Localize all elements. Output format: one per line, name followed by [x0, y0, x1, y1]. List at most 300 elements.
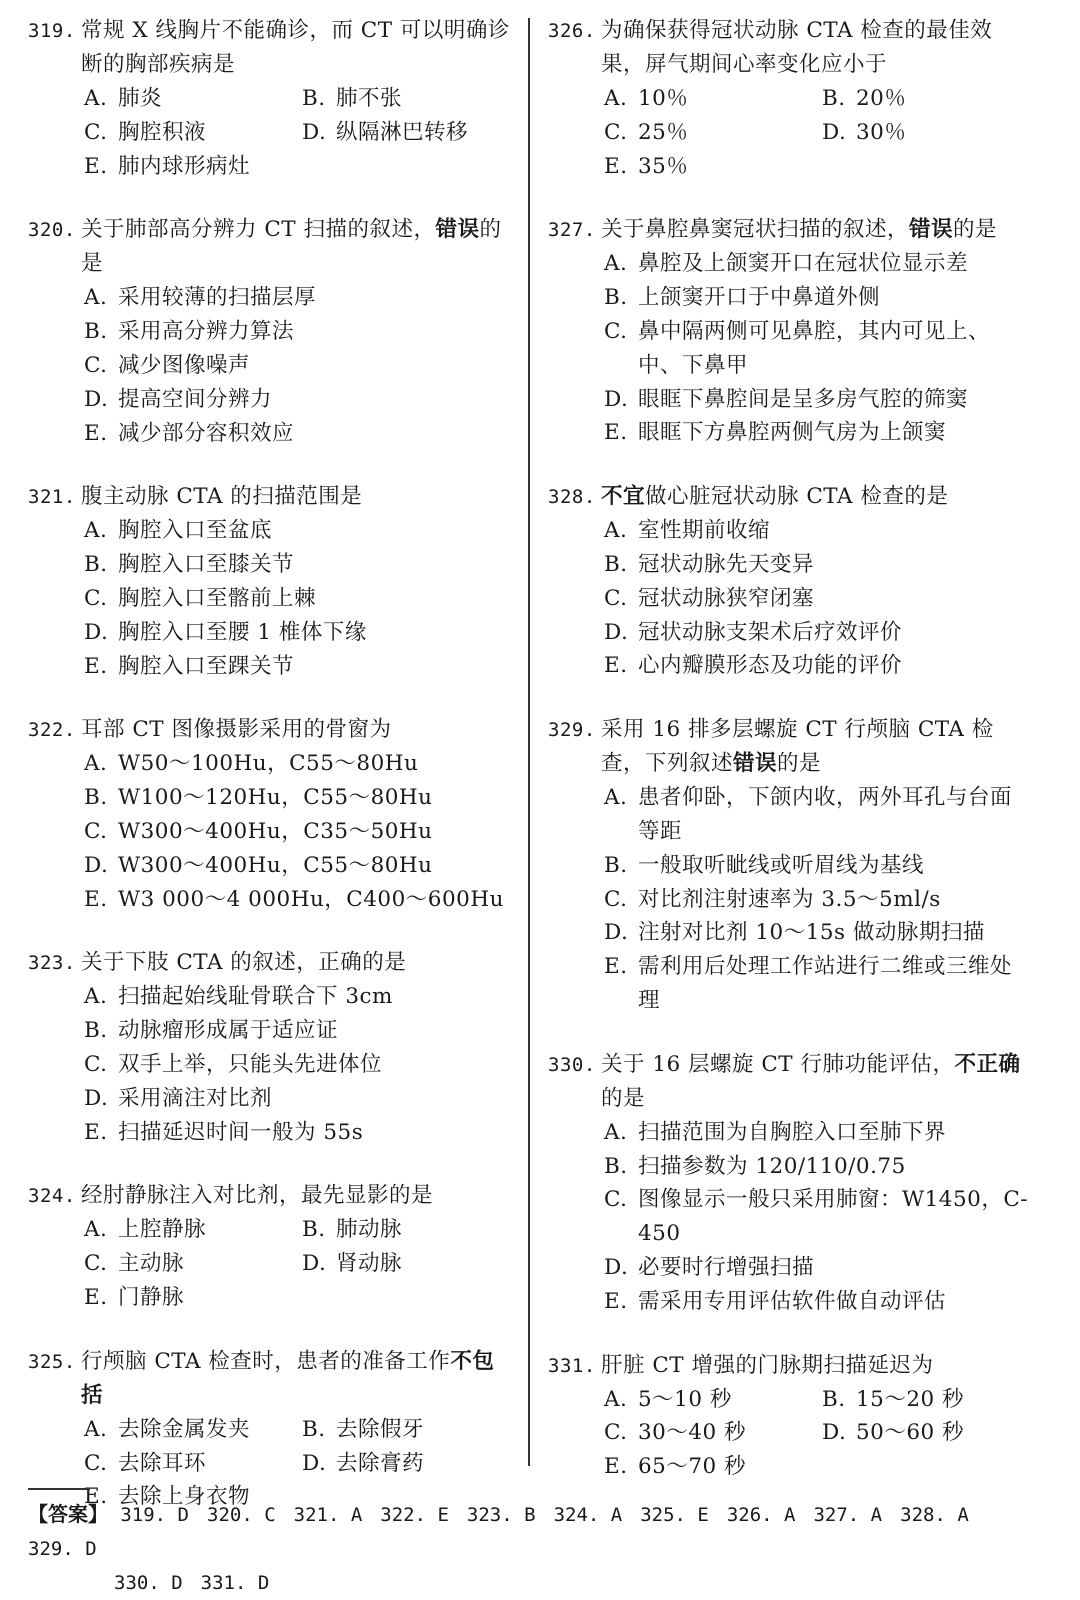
option-row: [28, 1048, 512, 1082]
option-letter: B.: [604, 285, 628, 311]
stem-emphasis: 错误: [909, 217, 954, 243]
option-row: [28, 1247, 512, 1281]
stem-text-end: 的是: [777, 751, 822, 777]
stem-text: 关于鼻腔鼻窦冠状扫描的叙述，: [601, 217, 910, 243]
question-block: [28, 713, 512, 916]
option-text: 肺内球形病灶: [118, 153, 251, 179]
option-letter: C.: [604, 585, 628, 611]
option-row: [28, 315, 512, 349]
option-letter: A.: [84, 1416, 108, 1442]
option-row: [548, 582, 1032, 616]
question-number: 328.: [548, 486, 596, 509]
option-text: 50～60 秒: [856, 1420, 965, 1446]
answer-rule: [28, 1488, 90, 1490]
answer-option: [604, 950, 1032, 1018]
answer-option: [604, 1150, 1032, 1184]
option-row: [28, 1447, 512, 1481]
answer-option: [604, 649, 1032, 683]
question-number: 322.: [28, 719, 76, 742]
question-block: [548, 1048, 1032, 1319]
option-text: W300～400Hu，C35～50Hu: [118, 818, 433, 844]
option-text: 采用滴注对比剂: [118, 1085, 273, 1111]
option-list: [28, 980, 512, 1149]
answer-option: [604, 1416, 822, 1450]
answer-label: 【答案】: [28, 1502, 108, 1526]
option-text: 胸腔入口至膝关节: [118, 552, 295, 578]
option-letter: D.: [84, 852, 109, 878]
option-letter: A.: [604, 785, 628, 811]
option-row: [28, 582, 512, 616]
option-text: 去除膏药: [336, 1450, 425, 1476]
option-letter: E.: [604, 420, 628, 446]
option-letter: D.: [84, 619, 109, 645]
option-text: 注射对比剂 10～15s 做动脉期扫描: [638, 920, 985, 946]
stem-text: 常规 X 线胸片不能确诊，而 CT 可以明确诊断的胸部疾病是: [81, 18, 510, 77]
option-list: [28, 1213, 512, 1314]
answer-option: [604, 383, 1032, 417]
option-letter: C.: [84, 352, 108, 378]
answer-option: [302, 1447, 424, 1481]
option-row: [548, 82, 1032, 116]
option-letter: D.: [302, 1450, 327, 1476]
option-row: [548, 416, 1032, 450]
answer-item: 331. D: [200, 1572, 270, 1594]
option-letter: B.: [302, 86, 326, 111]
answer-option: [604, 315, 1032, 383]
option-row: [28, 980, 512, 1014]
option-text: 必要时行增强扫描: [638, 1254, 815, 1280]
option-text: 肾动脉: [336, 1251, 403, 1277]
question-stem: [548, 480, 1032, 514]
option-text: 门静脉: [118, 1284, 185, 1310]
option-text: 上颌窦开口于中鼻道外侧: [638, 285, 881, 311]
option-list: [28, 514, 512, 683]
answer-option: [84, 548, 512, 582]
option-letter: E.: [604, 153, 628, 179]
option-text: W3 000～4 000Hu，C400～600Hu: [118, 886, 504, 912]
option-letter: A.: [604, 1119, 628, 1145]
option-row: [28, 349, 512, 383]
question-block: [28, 1179, 512, 1314]
question-number: 326.: [548, 20, 596, 42]
question-stem: [28, 480, 512, 514]
option-row: [548, 1383, 1032, 1417]
stem-text: 做心脏冠状动脉 CTA 检查的是: [645, 484, 949, 510]
option-text: 对比剂注射速率为 3.5～5ml/s: [638, 886, 941, 912]
question-block: [28, 213, 512, 450]
answer-option: [822, 1416, 964, 1450]
answer-line-1: [28, 1498, 1058, 1566]
stem-emphasis: 不宜: [601, 484, 646, 510]
answer-option: [302, 82, 402, 116]
question-stem: [548, 1048, 1032, 1116]
option-row: [28, 1082, 512, 1116]
option-letter: C.: [604, 1187, 628, 1213]
answer-key: [28, 1488, 1058, 1600]
option-letter: A.: [604, 1386, 628, 1412]
option-text: 减少部分容积效应: [118, 420, 295, 446]
answer-option: [604, 514, 1032, 548]
question-block: [28, 14, 512, 183]
option-letter: C.: [604, 318, 628, 344]
option-text: 扫描起始线耻骨联合下 3cm: [118, 984, 393, 1010]
question-block: [548, 713, 1032, 1018]
answer-option: [84, 650, 512, 684]
option-row: [28, 82, 512, 116]
option-text: 冠状动脉支架术后疗效评价: [638, 619, 903, 645]
option-letter: E.: [84, 153, 108, 179]
answer-item: 330. D: [114, 1572, 183, 1594]
question-number: 330.: [548, 1053, 596, 1076]
option-row: [548, 781, 1032, 849]
option-row: [548, 383, 1032, 417]
question-block: [548, 213, 1032, 450]
option-letter: C.: [84, 1450, 108, 1476]
stem-emphasis: 错误: [435, 217, 480, 243]
option-text: W50～100Hu，C55～80Hu: [118, 751, 419, 777]
answer-option: [84, 315, 512, 349]
option-row: [548, 1285, 1032, 1319]
answer-option: [302, 1213, 402, 1247]
option-text: 眼眶下鼻腔间是呈多房气腔的筛窦: [638, 386, 969, 412]
option-row: [548, 315, 1032, 383]
question-number: 323.: [28, 952, 76, 975]
question-block: [28, 480, 512, 683]
option-letter: B.: [604, 1153, 628, 1179]
answer-option: [604, 1251, 1032, 1285]
option-text: 上腔静脉: [118, 1217, 207, 1243]
answer-item: 322. E: [380, 1504, 449, 1526]
option-text: 提高空间分辨力: [118, 386, 273, 412]
option-letter: B.: [604, 551, 628, 577]
option-text: 鼻中隔两侧可见鼻腔，其内可见上、中、下鼻甲: [638, 318, 991, 378]
option-row: [548, 1150, 1032, 1184]
option-text: 图像显示一般只采用肺窗：W1450，C-450: [638, 1187, 1029, 1247]
stem-text-end: 的是: [953, 217, 998, 243]
option-letter: D.: [822, 119, 847, 145]
option-letter: C.: [84, 1251, 108, 1277]
question-number: 324.: [28, 1185, 76, 1208]
option-text: 扫描延迟时间一般为 55s: [118, 1119, 364, 1145]
answer-option: [604, 1383, 822, 1417]
answer-option: [84, 815, 512, 849]
answer-option: [604, 82, 822, 116]
answer-option: [84, 849, 512, 883]
option-text: 胸腔积液: [118, 119, 207, 145]
option-row: [548, 514, 1032, 548]
option-letter: B.: [84, 552, 108, 578]
option-row: [28, 1014, 512, 1048]
answer-option: [84, 1014, 512, 1048]
option-letter: B.: [84, 319, 108, 345]
answer-option: [84, 781, 512, 815]
option-row: [28, 116, 512, 150]
option-row: [548, 281, 1032, 315]
answer-option: [84, 1413, 302, 1447]
answer-item: 327. A: [813, 1504, 883, 1526]
option-letter: E.: [604, 954, 628, 980]
answer-option: [604, 281, 1032, 315]
question-stem: [548, 713, 1032, 781]
answer-option: [604, 781, 1032, 849]
stem-text: 肝脏 CT 增强的门脉期扫描延迟为: [601, 1352, 934, 1378]
option-letter: E.: [84, 420, 108, 446]
answer-option: [84, 383, 512, 417]
option-row: [28, 650, 512, 684]
stem-text: 腹主动脉 CTA 的扫描范围是: [81, 484, 363, 510]
option-row: [28, 383, 512, 417]
option-letter: D.: [302, 119, 327, 145]
answer-option: [84, 1213, 302, 1247]
option-letter: A.: [84, 751, 108, 777]
option-row: [28, 281, 512, 315]
option-row: [548, 1116, 1032, 1150]
option-row: [28, 548, 512, 582]
answer-option: [604, 1116, 1032, 1150]
answer-option: [604, 582, 1032, 616]
question-stem: [28, 946, 512, 980]
option-letter: D.: [84, 1085, 109, 1111]
option-text: 肺炎: [118, 86, 163, 111]
stem-text: 耳部 CT 图像摄影采用的骨窗为: [81, 717, 392, 743]
question-stem: [548, 1349, 1032, 1383]
option-text: 双手上举，只能头先进体位: [118, 1051, 383, 1077]
option-row: [548, 1183, 1032, 1251]
option-text: 采用高分辨力算法: [118, 319, 295, 345]
option-letter: A.: [84, 1217, 108, 1243]
answer-line-2: [28, 1566, 1058, 1600]
option-text: 冠状动脉狭窄闭塞: [638, 585, 815, 611]
option-text: 胸腔入口至盆底: [118, 518, 273, 544]
option-row: [28, 1213, 512, 1247]
option-text: 采用较薄的扫描层厚: [118, 285, 317, 311]
answer-option: [604, 849, 1032, 883]
option-letter: C.: [604, 119, 628, 145]
answer-item: 320. C: [207, 1504, 276, 1526]
stem-text: 采用 16 排多层螺旋 CT 行颅脑 CTA 检查，下列叙述: [601, 717, 994, 777]
option-letter: A.: [84, 984, 108, 1010]
option-text: 冠状动脉先天变异: [638, 551, 815, 577]
option-row: [548, 1416, 1032, 1450]
question-block: [548, 1349, 1032, 1484]
option-list: [548, 247, 1032, 450]
answer-option: [84, 82, 302, 116]
stem-text: 为确保获得冠状动脉 CTA 检查的最佳效果，屏气期间心率变化应小于: [601, 18, 993, 77]
option-letter: D.: [604, 386, 629, 412]
question-number: 320.: [28, 219, 76, 242]
option-row: [548, 1450, 1032, 1484]
stem-text: 行颅脑 CTA 检查时，患者的准备工作: [81, 1348, 451, 1374]
option-row: [28, 417, 512, 451]
question-stem: [548, 14, 1032, 82]
option-letter: E.: [604, 1288, 628, 1314]
answer-item: 321. A: [293, 1504, 363, 1526]
option-row: [28, 616, 512, 650]
option-letter: B.: [822, 1386, 846, 1412]
question-stem: [548, 213, 1032, 247]
option-letter: E.: [604, 653, 628, 679]
option-letter: E.: [84, 1284, 108, 1310]
option-list: [548, 514, 1032, 683]
option-letter: B.: [302, 1217, 326, 1243]
answer-option: [604, 247, 1032, 281]
answer-option: [84, 616, 512, 650]
question-number: 325.: [28, 1350, 76, 1373]
option-letter: B.: [84, 785, 108, 811]
question-stem: [28, 213, 512, 281]
stem-text: 经肘静脉注入对比剂，最先显影的是: [81, 1183, 434, 1209]
option-row: [28, 150, 512, 184]
option-letter: C.: [604, 886, 628, 912]
option-letter: C.: [604, 1420, 628, 1446]
answer-option: [604, 1450, 1032, 1484]
option-letter: D.: [84, 386, 109, 412]
answer-item: 326. A: [726, 1504, 796, 1526]
stem-emphasis: 不正确: [954, 1051, 1021, 1077]
question-number: 331.: [548, 1354, 596, 1377]
option-list: [548, 1383, 1032, 1484]
question-number: 319.: [28, 20, 76, 42]
answer-option: [84, 417, 512, 451]
option-text: 胸腔入口至腰 1 椎体下缘: [118, 619, 367, 645]
option-letter: E.: [604, 1454, 628, 1480]
option-letter: A.: [84, 518, 108, 544]
option-row: [28, 514, 512, 548]
option-letter: D.: [302, 1251, 327, 1277]
option-text: 鼻腔及上颌窦开口在冠状位显示差: [638, 251, 969, 277]
option-list: [28, 747, 512, 916]
answer-item: 325. E: [640, 1504, 709, 1526]
answer-option: [84, 1281, 512, 1315]
answer-option: [84, 980, 512, 1014]
answer-option: [84, 281, 512, 315]
option-list: [28, 82, 512, 183]
answer-option: [604, 883, 1032, 917]
option-text: 肺不张: [336, 86, 403, 111]
option-letter: B.: [302, 1416, 326, 1442]
answer-option: [84, 1247, 302, 1281]
answer-option: [84, 1447, 302, 1481]
option-text: 去除假牙: [336, 1416, 425, 1442]
option-letter: B.: [822, 86, 846, 111]
question-block: [28, 946, 512, 1149]
option-text: 室性期前收缩: [638, 518, 771, 544]
option-row: [548, 883, 1032, 917]
answer-option: [604, 150, 1032, 184]
option-text: 眼眶下方鼻腔两侧气房为上颌窦: [638, 420, 947, 446]
answer-option: [84, 582, 512, 616]
option-letter: B.: [84, 1018, 108, 1044]
option-row: [548, 247, 1032, 281]
option-list: [548, 781, 1032, 1018]
option-text: 心内瓣膜形态及功能的评价: [638, 653, 903, 679]
option-text: 需采用专用评估软件做自动评估: [638, 1288, 947, 1314]
option-text: 去除金属发夹: [118, 1416, 251, 1442]
answer-option: [302, 1247, 402, 1281]
option-list: [28, 281, 512, 450]
answer-option: [822, 82, 906, 116]
answer-option: [604, 548, 1032, 582]
answer-option: [84, 1048, 512, 1082]
option-text: 动脉瘤形成属于适应证: [118, 1018, 339, 1044]
question-stem: [28, 713, 512, 747]
option-row: [28, 883, 512, 917]
stem-text: 关于下肢 CTA 的叙述，正确的是: [81, 950, 407, 976]
option-letter: A.: [84, 86, 108, 111]
question-stem: [28, 14, 512, 82]
option-letter: E.: [84, 653, 108, 679]
option-letter: C.: [84, 1051, 108, 1077]
question-block: [548, 480, 1032, 683]
option-row: [548, 548, 1032, 582]
answer-option: [604, 1285, 1032, 1319]
answer-item: 328. A: [900, 1504, 969, 1526]
option-text: W100～120Hu，C55～80Hu: [118, 785, 433, 811]
option-text: 需利用后处理工作站进行二维或三维处理: [638, 954, 1013, 1013]
option-text: 扫描范围为自胸腔入口至肺下界: [638, 1119, 947, 1145]
option-text: 10％: [638, 86, 689, 111]
option-letter: D.: [604, 920, 629, 946]
answer-option: [604, 1183, 1032, 1251]
option-text: 35％: [638, 153, 689, 179]
option-text: 纵隔淋巴转移: [336, 119, 469, 145]
stem-text: 关于肺部高分辨力 CT 扫描的叙述，: [81, 217, 436, 243]
option-letter: A.: [84, 285, 108, 311]
answer-option: [604, 616, 1032, 650]
option-letter: E.: [84, 1119, 108, 1145]
option-letter: D.: [822, 1420, 847, 1446]
option-text: 去除上身衣物: [118, 1484, 251, 1510]
answer-item: 324. A: [553, 1504, 623, 1526]
answer-option: [604, 416, 1032, 450]
option-text: 20％: [856, 86, 907, 111]
option-text: 扫描参数为 120/110/0.75: [638, 1153, 906, 1179]
answer-option: [822, 116, 906, 150]
answer-item: 323. B: [466, 1504, 536, 1526]
answer-option: [84, 349, 512, 383]
option-text: 主动脉: [118, 1251, 185, 1277]
option-row: [28, 849, 512, 883]
option-letter: E.: [84, 886, 108, 912]
column-divider: [528, 18, 530, 1466]
option-text: 25％: [638, 119, 689, 145]
option-letter: D.: [604, 1254, 629, 1280]
option-letter: C.: [84, 818, 108, 844]
option-letter: C.: [84, 119, 108, 145]
option-row: [28, 1281, 512, 1315]
option-letter: A.: [604, 251, 628, 277]
answer-option: [84, 514, 512, 548]
answer-option: [302, 116, 468, 150]
option-text: 30％: [856, 119, 907, 145]
answer-option: [84, 1082, 512, 1116]
stem-text-end: 的是: [601, 1085, 646, 1111]
stem-text: 关于 16 层螺旋 CT 行肺功能评估，: [601, 1051, 955, 1077]
option-letter: C.: [84, 585, 108, 611]
answer-option: [604, 116, 822, 150]
option-row: [548, 150, 1032, 184]
question-stem: [28, 1179, 512, 1213]
option-text: 胸腔入口至髂前上棘: [118, 585, 317, 611]
option-row: [548, 916, 1032, 950]
answer-option: [84, 883, 512, 917]
option-text: 去除耳环: [118, 1450, 207, 1476]
option-row: [548, 116, 1032, 150]
question-number: 321.: [28, 486, 76, 509]
stem-emphasis: 不包括: [81, 1348, 495, 1408]
answer-option: [822, 1383, 964, 1417]
option-letter: E.: [84, 1484, 108, 1510]
